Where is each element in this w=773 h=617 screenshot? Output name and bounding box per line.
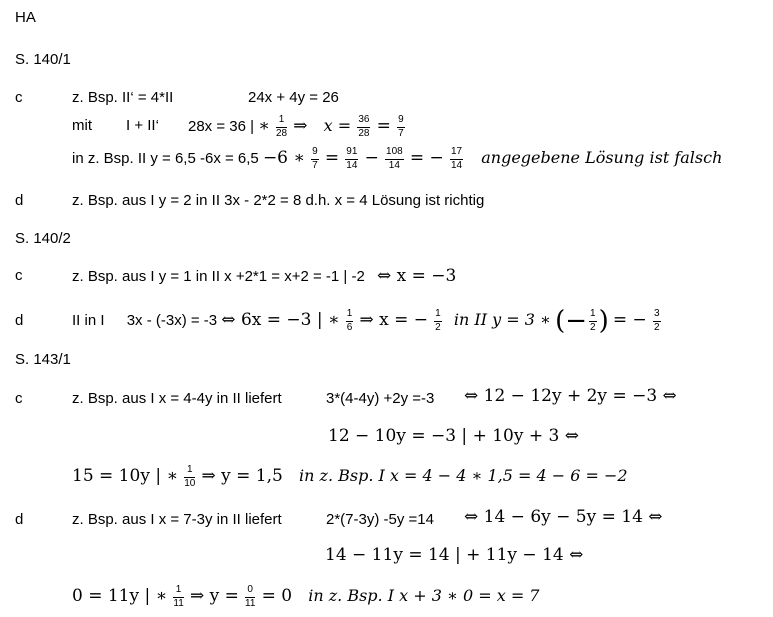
fraction: $\frac{1}{28}$ [275, 114, 288, 139]
step-text: in z. Bsp. II y = 6,5 -6x = 6,5 [72, 150, 259, 167]
math-text: ⇔ x = −3 [376, 266, 457, 286]
math-text: in z. Bsp. I x = 4 − 4 ∗ 1,5 = 4 − 6 = −2 [299, 466, 628, 485]
math-symbol: − [364, 148, 379, 168]
math-text: −6 ∗ [262, 148, 305, 168]
item-label-c: c [15, 390, 23, 407]
equation: 24x + 4y = 26 [248, 89, 339, 106]
item-label-c: c [15, 267, 23, 284]
math-line [72, 140, 722, 177]
item-label-d: d [15, 511, 24, 528]
math-text: in II y = 3 ∗ [453, 310, 551, 329]
math-symbol: ∗ [258, 116, 270, 136]
step-text: mit [72, 117, 92, 134]
fraction: $\frac{1}{2}$ [590, 308, 596, 333]
fraction: $\frac{1}{10}$ [184, 464, 196, 489]
paren-open: (− [555, 306, 588, 337]
section-heading-140-2: S. 140/2 [15, 230, 71, 247]
fraction: $\frac{108}{14}$ [386, 146, 403, 171]
step-text: z. Bsp. aus I y = 2 in II 3x - 2*2 = 8 d.h. x = 4 Lösung ist richtig [72, 192, 485, 209]
item-label-c: c [15, 89, 23, 106]
fraction: $\frac{0}{11}$ [245, 584, 256, 609]
step-text: 3x - (-3x) = -3 [126, 312, 218, 329]
math-text: ⇔ 12 − 12y + 2y = −3 ⇔ [464, 386, 677, 406]
fraction: $\frac{9}{7}$ [398, 114, 404, 139]
math-line [72, 262, 456, 291]
result-note: angegebene Lösung ist falsch [481, 148, 723, 167]
math-text: = 0 [261, 586, 293, 606]
math-symbol: = − [409, 148, 444, 168]
step-text: z. Bsp. aus I y = 1 in II x +2*1 = x+2 = -1 | -2 [72, 268, 365, 285]
math-text: 0 = 11y | ∗ [72, 586, 168, 606]
paren-close: ) [598, 306, 609, 337]
fraction: $\frac{1}{2}$ [435, 308, 441, 333]
step-text: II in I [72, 312, 105, 329]
fraction: $\frac{17}{14}$ [450, 146, 463, 171]
item-label-d: d [15, 312, 24, 329]
math-line [72, 300, 663, 341]
section-heading-143-1: S. 143/1 [15, 351, 71, 368]
math-text: 14 − 11y = 14 | + 11y − 14 ⇔ [325, 545, 584, 565]
step-text: z. Bsp. II‘ = 4*II [72, 89, 174, 106]
item-label-d: d [15, 192, 24, 209]
section-heading-140-1: S. 140/1 [15, 51, 71, 68]
math-symbol: = [376, 116, 391, 136]
math-symbol: = [324, 148, 340, 168]
step-text: 3*(4-4y) +2y =-3 [326, 390, 435, 407]
fraction: $\frac{3}{2}$ [653, 308, 660, 333]
math-line [72, 578, 539, 615]
math-symbol: = − [612, 310, 647, 330]
math-text: ⇔ 6x = −3 | ∗ [221, 310, 340, 330]
fraction: $\frac{36}{28}$ [358, 114, 370, 139]
math-text: ⇔ 14 − 6y − 5y = 14 ⇔ [464, 507, 663, 527]
fraction: $\frac{91}{14}$ [346, 146, 358, 171]
fraction: $\frac{1}{11}$ [173, 584, 184, 609]
math-text: 15 = 10y | ∗ [72, 466, 179, 486]
math-text: 12 − 10y = −3 | + 10y + 3 ⇔ [328, 426, 579, 446]
step-text: z. Bsp. aus I x = 4-4y in II liefert [72, 390, 282, 407]
math-text: ⇒ x = − [359, 310, 428, 330]
math-text: ⇒ y = [189, 586, 239, 606]
equation: 28x = 36 | [188, 118, 255, 135]
page-title: HA [15, 9, 36, 26]
math-text: ⇒ y = 1,5 [201, 466, 283, 486]
math-text: in z. Bsp. I x + 3 ∗ 0 = x = 7 [308, 586, 540, 605]
arrow-symbol: ⇒ [293, 116, 308, 136]
step-text: 2*(7-3y) -5y =14 [326, 511, 434, 528]
step-text: z. Bsp. aus I x = 7-3y in II liefert [72, 511, 282, 528]
step-text: I + II‘ [126, 117, 159, 134]
math-line [72, 458, 628, 495]
fraction: $\frac{9}{7}$ [312, 146, 318, 171]
math-text: x = [323, 116, 352, 135]
fraction: $\frac{1}{6}$ [346, 308, 353, 333]
